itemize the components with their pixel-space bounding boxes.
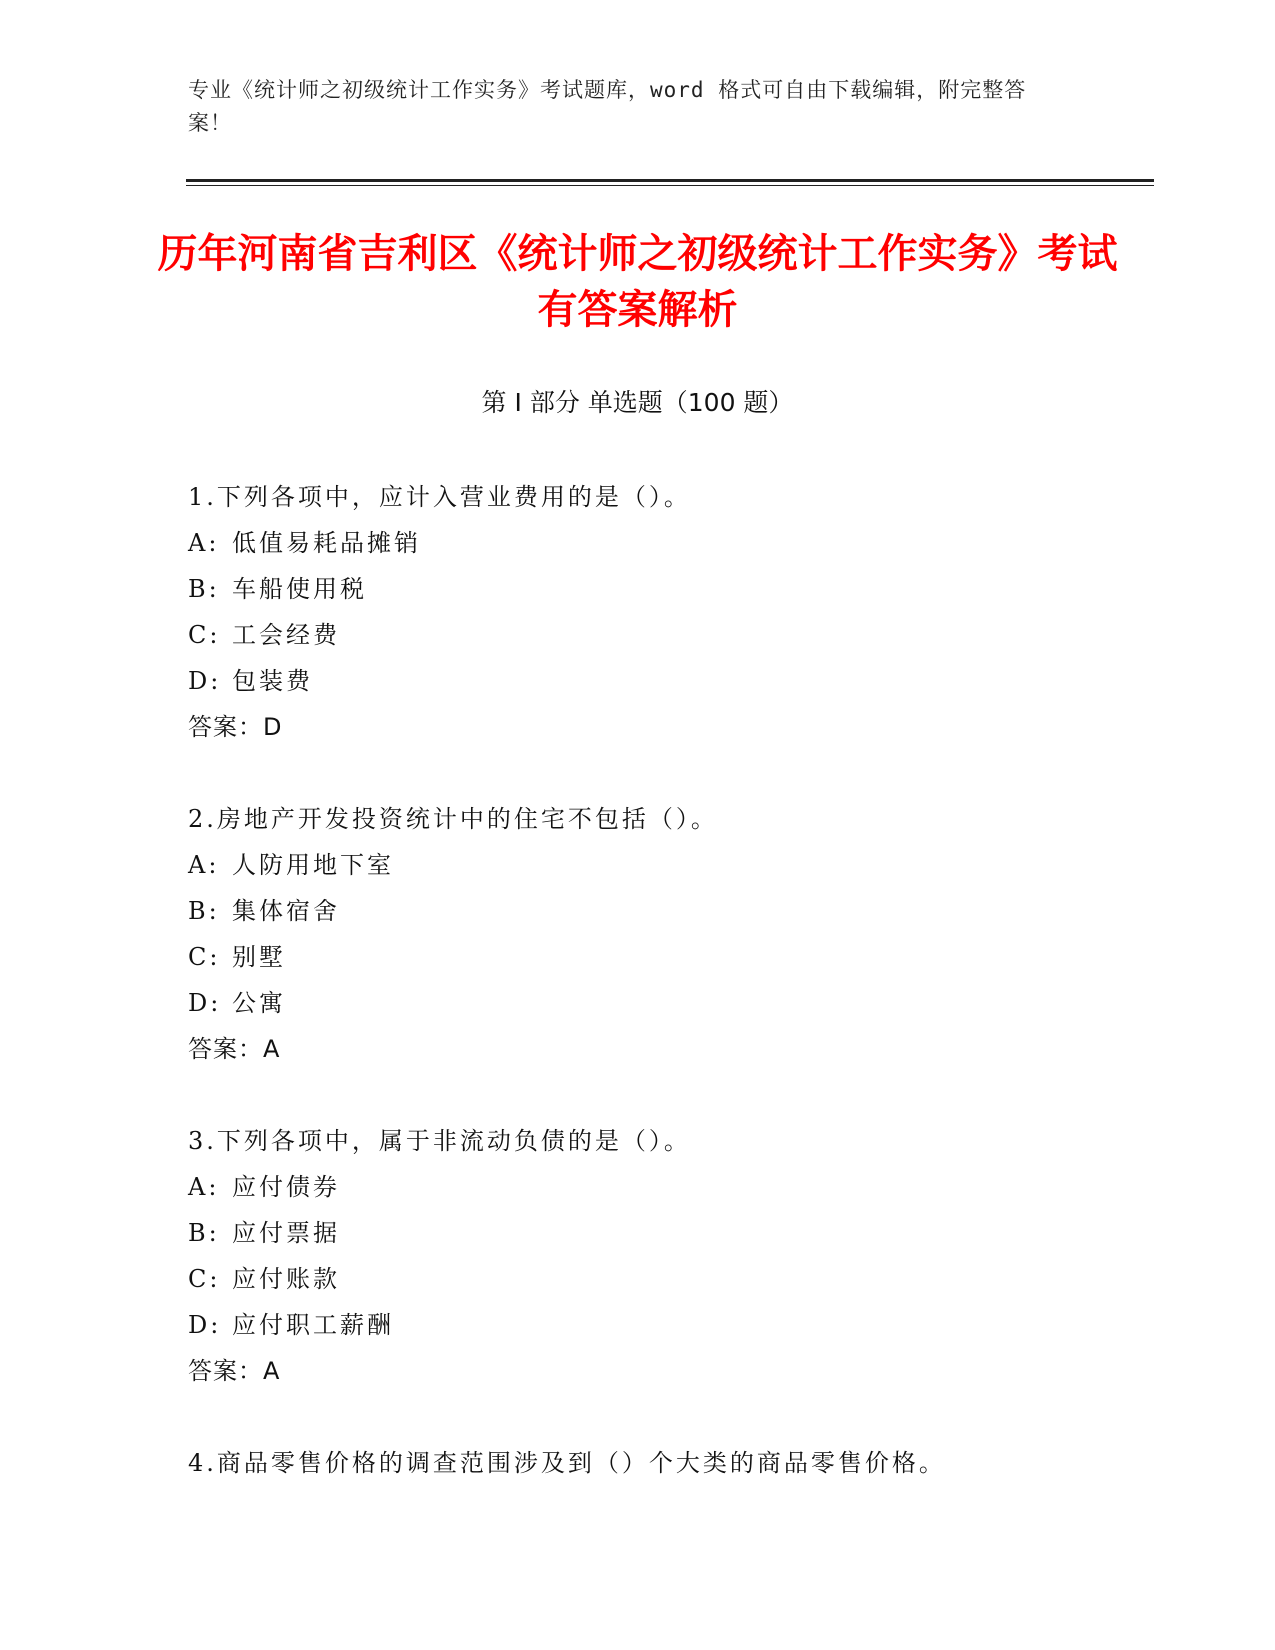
option-b [188,888,1088,934]
question-list [188,474,1088,1532]
option-letter: C: [188,621,221,649]
option-d [188,1302,1088,1348]
option-letter: D: [188,989,222,1017]
section-title: 第 I 部分 单选题（100 题） [481,388,794,417]
option-letter: A: [188,529,220,557]
option-text: 包装费 [232,667,313,695]
option-b [188,1210,1088,1256]
option-text: 公寓 [232,989,286,1017]
option-text: 人防用地下室 [232,851,394,879]
question-stem: 2.房地产开发投资统计中的住宅不包括（）。 [188,805,718,833]
option-letter: C: [188,943,221,971]
option-c [188,1256,1088,1302]
option-c [188,934,1088,980]
option-text: 车船使用税 [232,575,367,603]
question-2 [188,796,1088,1072]
option-letter: D: [188,667,222,695]
answer-line: 答案：A [188,1357,281,1385]
question-stem: 4.商品零售价格的调查范围涉及到（）个大类的商品零售价格。 [188,1449,946,1477]
option-text: 工会经费 [232,621,340,649]
option-text: 低值易耗品摊销 [232,529,421,557]
option-text: 别墅 [232,943,286,971]
option-a [188,520,1088,566]
option-a [188,842,1088,888]
answer-line: 答案：A [188,1035,281,1063]
question-stem: 1.下列各项中，应计入营业费用的是（）。 [188,483,691,511]
header-divider-thick [186,179,1154,182]
option-text: 集体宿舍 [232,897,340,925]
question-4 [188,1440,1088,1486]
option-c [188,612,1088,658]
option-d [188,980,1088,1026]
question-3 [188,1118,1088,1394]
header-note: 专业《统计师之初级统计工作实务》考试题库，word 格式可自由下载编辑，附完整答案！ [188,78,1027,135]
option-letter: A: [188,851,220,879]
option-letter: B: [188,575,220,603]
option-text: 应付票据 [232,1219,340,1247]
header-divider-thin [186,185,1154,186]
question-stem: 3.下列各项中，属于非流动负债的是（）。 [188,1127,691,1155]
option-a [188,1164,1088,1210]
option-text: 应付债券 [232,1173,340,1201]
option-b [188,566,1088,612]
question-1 [188,474,1088,750]
option-letter: B: [188,1219,220,1247]
option-letter: D: [188,1311,222,1339]
answer-line: 答案：D [188,713,283,741]
option-letter: A: [188,1173,220,1201]
option-text: 应付职工薪酬 [232,1311,394,1339]
document-title: 历年河南省吉利区《统计师之初级统计工作实务》考试有答案解析 [157,231,1118,333]
option-text: 应付账款 [232,1265,340,1293]
option-letter: C: [188,1265,221,1293]
option-d [188,658,1088,704]
option-letter: B: [188,897,220,925]
